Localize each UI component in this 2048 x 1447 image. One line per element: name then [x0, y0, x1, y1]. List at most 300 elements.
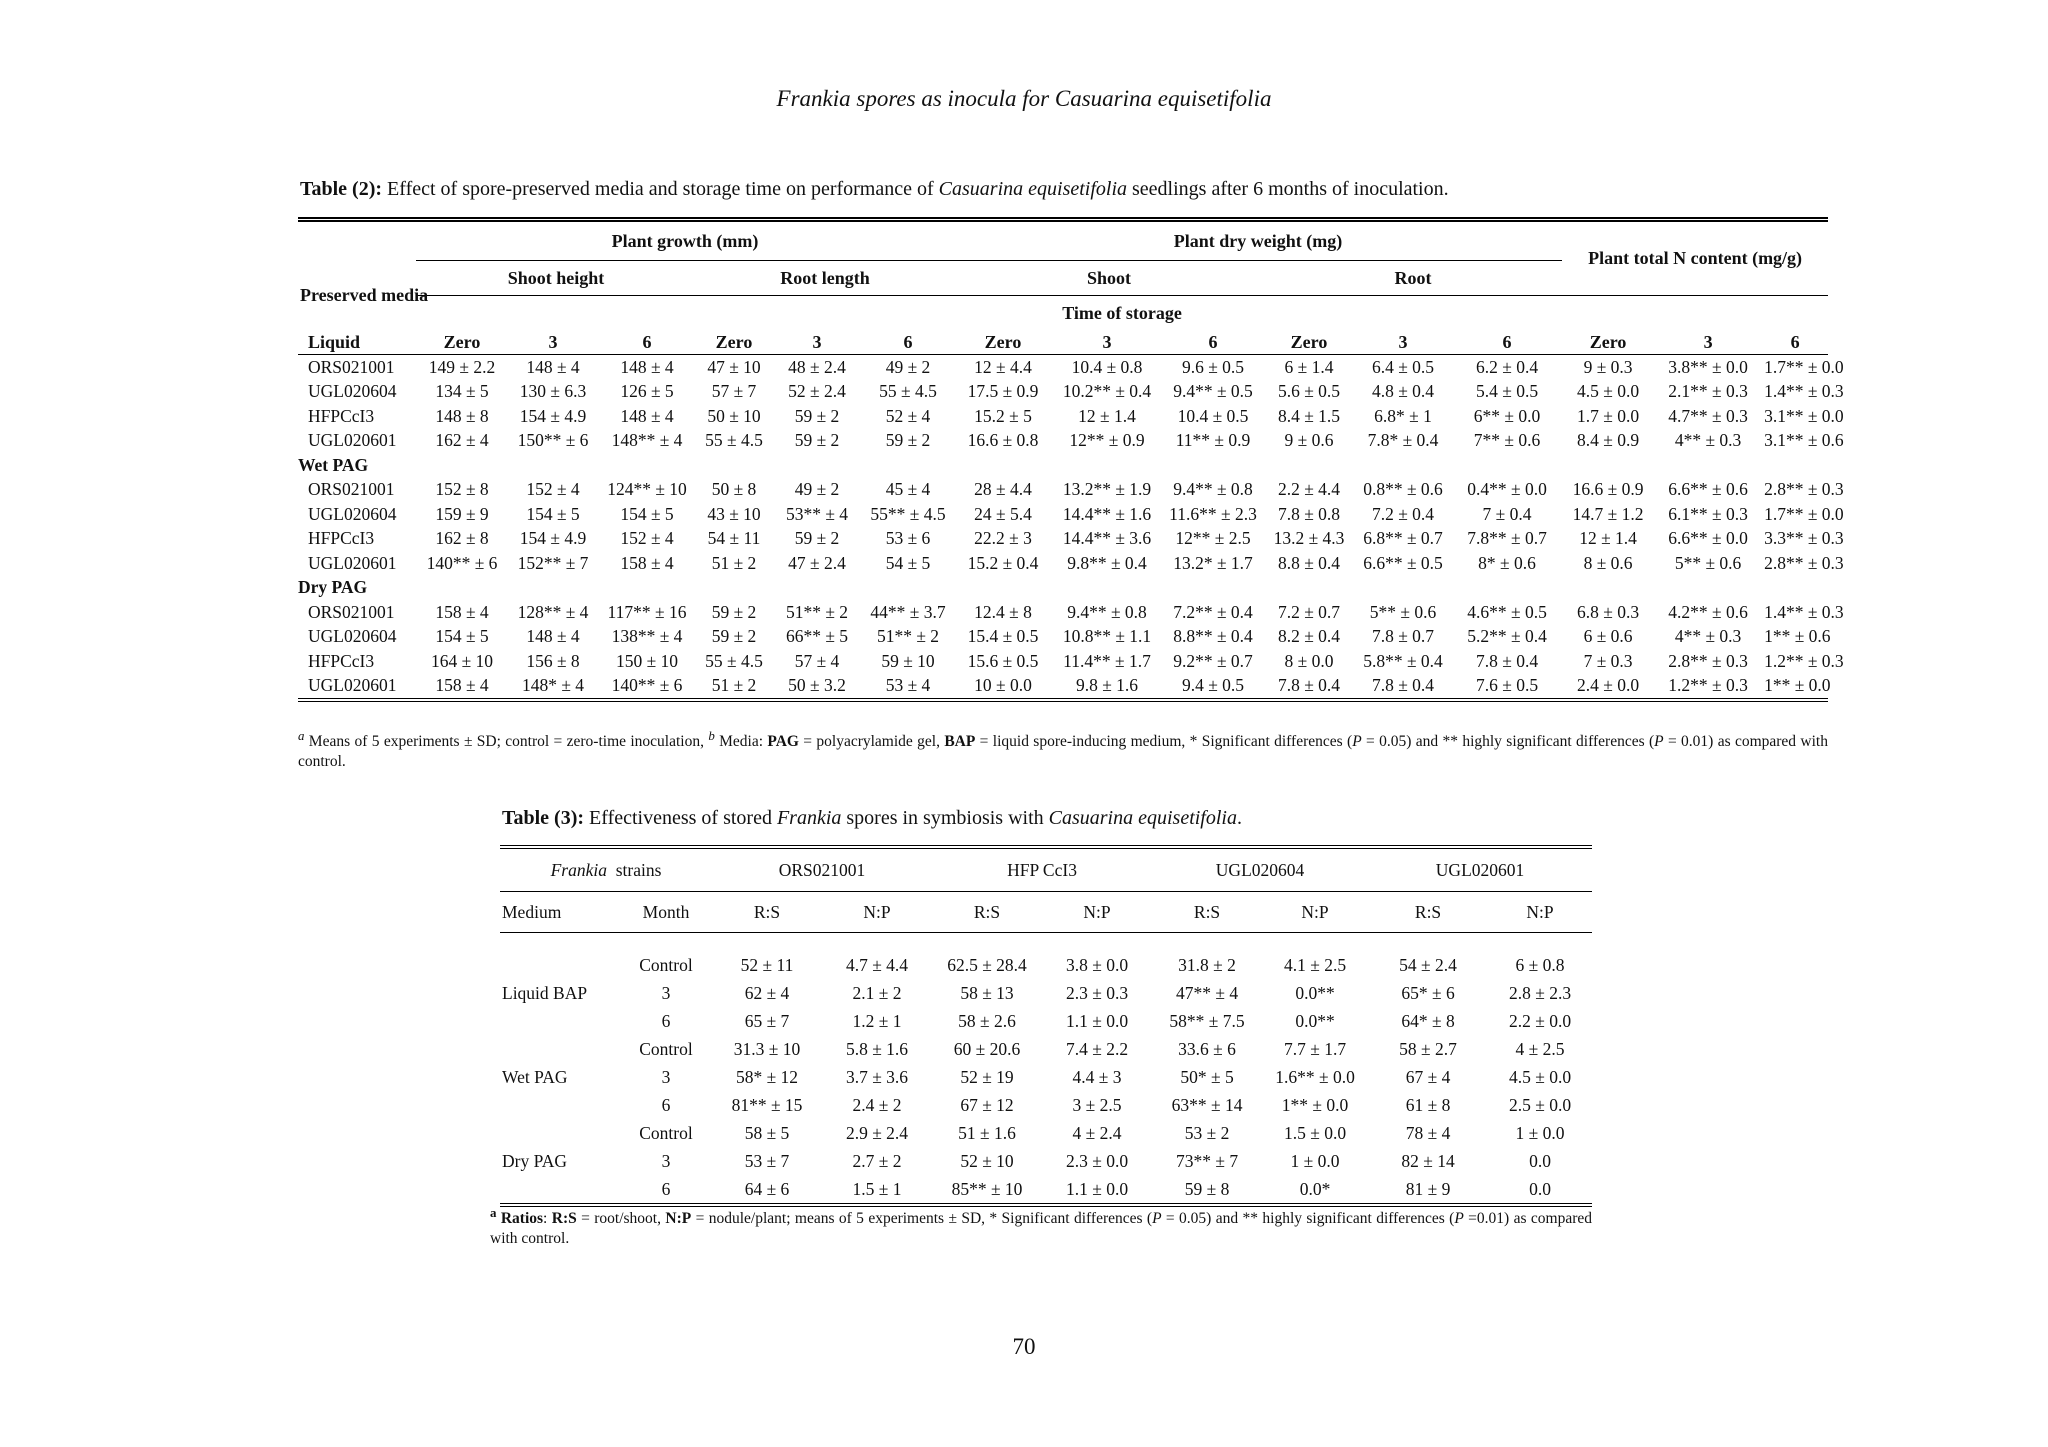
t3-fn-t1: :: [543, 1210, 552, 1228]
t2-cell: 7.8 ± 0.4: [1277, 675, 1341, 696]
t3-cell: 2.4 ± 2: [852, 1094, 902, 1115]
t3-cell: 60 ± 20.6: [953, 1038, 1021, 1059]
t2-cell: 50 ± 3.2: [788, 675, 846, 696]
t2-cell: 54 ± 5: [885, 552, 931, 573]
t2-h-shoot-height: Shoot height: [507, 267, 605, 288]
t2-h-time-0-0: Zero: [416, 330, 508, 355]
running-head-text: spores as inocula for: [850, 86, 1055, 111]
t3-h-ratio-2-0: R:S: [1152, 892, 1262, 933]
t2-fn-p2: P: [1654, 733, 1664, 751]
t3-cell: 7.4 ± 2.2: [1065, 1038, 1129, 1059]
t3-fn-np: N:P: [665, 1210, 692, 1228]
t2-h-time-4-2: 6: [1762, 330, 1828, 355]
t2-cell: 148** ± 4: [611, 430, 683, 451]
table2-caption-text: Effect of spore-preserved media and storage time on performance of: [382, 178, 939, 200]
t2-cell: 9 ± 0.6: [1284, 430, 1334, 451]
t2-cell: 51** ± 2: [876, 626, 940, 647]
t2-h-root: Root: [1394, 267, 1432, 288]
table2-footnote: [298, 726, 1828, 772]
t2-cell: 6.6** ± 0.6: [1668, 479, 1748, 500]
t2-cell: 4.2** ± 0.6: [1668, 601, 1748, 622]
table-row: [500, 951, 1592, 979]
t2-h-plant-total-n: Plant total N content (mg/g): [1562, 220, 1828, 296]
t3-cell: 1.5 ± 1: [852, 1178, 902, 1199]
t3-cell: 50* ± 5: [1180, 1066, 1234, 1087]
t2-cell: 154 ± 5: [526, 503, 580, 524]
t2-fn-bap: BAP: [944, 733, 976, 751]
t2-cell: 8.8 ± 0.4: [1277, 552, 1341, 573]
t3-cell: 65* ± 6: [1401, 982, 1455, 1003]
table3-caption: [502, 806, 1602, 830]
table-row: [500, 1175, 1592, 1205]
t2-row-name: UGL020601: [308, 430, 397, 451]
t2-cell: 9.6 ± 0.5: [1181, 356, 1245, 377]
t2-cell: 13.2* ± 1.7: [1173, 552, 1253, 573]
t2-cell: 148* ± 4: [521, 675, 585, 696]
t2-h-time-2-1: 3: [1052, 330, 1162, 355]
t2-cell: 6.6** ± 0.5: [1363, 552, 1443, 573]
t3-cell: 58* ± 12: [735, 1066, 799, 1087]
t2-cell: 8 ± 0.0: [1284, 650, 1334, 671]
t2-cell: 158 ± 4: [435, 601, 489, 622]
t2-row-name: UGL020601: [308, 552, 397, 573]
t3-month-cell: 6: [661, 1094, 671, 1115]
t2-cell: 12 ± 1.4: [1579, 528, 1637, 549]
t3-h-medium: Medium: [500, 892, 620, 933]
t2-section-label: Wet PAG: [298, 454, 369, 475]
t2-cell: 3.3** ± 0.3: [1764, 528, 1844, 549]
t2-cell: 59 ± 2: [794, 528, 840, 549]
t2-cell: 57 ± 7: [711, 381, 757, 402]
t2-cell: 7.2 ± 0.7: [1277, 601, 1341, 622]
t2-cell: 1.4** ± 0.3: [1764, 381, 1844, 402]
t3-cell: 52 ± 10: [960, 1150, 1014, 1171]
t3-cell: 0.0: [1529, 1150, 1551, 1171]
t3-cell: 52 ± 19: [960, 1066, 1014, 1087]
t3-cell: 2.5 ± 0.0: [1508, 1094, 1572, 1115]
t2-cell: 154 ± 5: [620, 503, 674, 524]
t3-cell: 0.0: [1529, 1178, 1551, 1199]
t2-cell: 6.1** ± 0.3: [1668, 503, 1748, 524]
t2-h-time-0-1: 3: [508, 330, 598, 355]
t3-cell: 61 ± 8: [1405, 1094, 1451, 1115]
t2-cell: 128** ± 4: [517, 601, 589, 622]
t3-cell: 2.7 ± 2: [852, 1150, 902, 1171]
t2-cell: 4.6** ± 0.5: [1467, 601, 1547, 622]
table-row: [298, 502, 1828, 527]
t2-cell: 11** ± 0.9: [1175, 430, 1251, 451]
t2-section-label: Dry PAG: [298, 577, 368, 598]
t2-cell: 2.4 ± 0.0: [1577, 675, 1640, 696]
t3-fn-sup-a: a: [490, 1205, 497, 1220]
t3-cell: 65 ± 7: [744, 1010, 790, 1031]
t3-fn-t2: = root/shoot,: [576, 1210, 666, 1228]
t2-cell: 66** ± 5: [785, 626, 849, 647]
t3-medium-cell: [500, 951, 620, 979]
t3-cell: 2.8 ± 2.3: [1508, 982, 1572, 1003]
t2-cell: 164 ± 10: [430, 650, 494, 671]
t2-h-time-3-2: 6: [1452, 330, 1562, 355]
t3-cell: 54 ± 2.4: [1399, 954, 1457, 975]
t2-cell: 59 ± 2: [794, 430, 840, 451]
t2-cell: 11.4** ± 1.7: [1063, 650, 1151, 671]
t2-cell: 12 ± 1.4: [1078, 405, 1136, 426]
t2-cell: 49 ± 2: [794, 479, 840, 500]
t2-cell: 150** ± 6: [517, 430, 589, 451]
running-head-species: Casuarina equisetifolia: [1054, 86, 1272, 111]
t2-cell: 6.8** ± 0.7: [1363, 528, 1443, 549]
t2-cell: 10.4 ± 0.5: [1177, 405, 1249, 426]
t2-cell: 43 ± 10: [707, 503, 761, 524]
table-row: [298, 527, 1828, 552]
t2-cell: 117** ± 16: [607, 601, 687, 622]
t3-cell: 52 ± 11: [740, 954, 794, 975]
t2-cell: 59 ± 2: [711, 601, 757, 622]
t3-cell: 4.7 ± 4.4: [845, 954, 909, 975]
t3-cell: 63** ± 14: [1171, 1094, 1243, 1115]
t3-medium-cell: Liquid BAP: [502, 982, 588, 1003]
t2-cell: 8.8** ± 0.4: [1173, 626, 1253, 647]
t2-cell: 14.7 ± 1.2: [1572, 503, 1644, 524]
t2-cell: 154 ± 5: [435, 626, 489, 647]
t2-cell: 2.8** ± 0.3: [1764, 552, 1844, 573]
t2-cell: 6 ± 1.4: [1284, 356, 1334, 377]
t2-h-time-1-1: 3: [772, 330, 862, 355]
t2-cell: 51 ± 2: [711, 675, 757, 696]
t3-cell: 2.9 ± 2.4: [845, 1122, 909, 1143]
t2-cell: 51** ± 2: [785, 601, 849, 622]
t2-cell: 0.4** ± 0.0: [1467, 479, 1547, 500]
t2-cell: 3.8** ± 0.0: [1668, 356, 1748, 377]
t2-cell: 17.5 ± 0.9: [967, 381, 1039, 402]
t2-cell: 1.7 ± 0.0: [1577, 405, 1640, 426]
t2-cell: 8.2 ± 0.4: [1277, 626, 1341, 647]
t2-h-time-2-2: 6: [1162, 330, 1264, 355]
t2-cell: 9.8 ± 1.6: [1075, 675, 1139, 696]
table3-caption-genus: Frankia: [776, 807, 842, 829]
table-row: [500, 1119, 1592, 1147]
t2-cell: 5.8** ± 0.4: [1363, 650, 1443, 671]
t3-month-cell: Control: [639, 1122, 693, 1143]
table-row: [298, 600, 1828, 625]
t3-cell: 4.5 ± 0.0: [1508, 1066, 1572, 1087]
t3-medium-cell: [500, 1035, 620, 1063]
t3-h-ratio-3-0: R:S: [1368, 892, 1488, 933]
t2-cell: 1.7** ± 0.0: [1764, 356, 1844, 377]
t2-cell: 22.2 ± 3: [974, 528, 1032, 549]
table2: [298, 217, 1844, 702]
t3-cell: 73** ± 7: [1175, 1150, 1239, 1171]
t2-h-time-4-1: 3: [1654, 330, 1762, 355]
t2-cell: 152 ± 8: [435, 479, 489, 500]
t2-cell: 28 ± 4.4: [974, 479, 1032, 500]
t3-fn-p2: P: [1454, 1210, 1464, 1228]
t2-cell: 59 ± 2: [794, 405, 840, 426]
t2-cell: 7** ± 0.6: [1473, 430, 1541, 451]
running-head: [0, 86, 2048, 112]
t3-medium-cell: [500, 1119, 620, 1147]
t3-month-cell: 3: [661, 982, 671, 1003]
t3-cell: 67 ± 12: [960, 1094, 1014, 1115]
t2-cell: 148 ± 4: [620, 405, 674, 426]
t2-cell: 152** ± 7: [517, 552, 589, 573]
t2-row-name: ORS021001: [308, 601, 395, 622]
t2-cell: 10.2** ± 0.4: [1062, 381, 1152, 402]
t3-cell: 64* ± 8: [1401, 1010, 1455, 1031]
t2-cell: 148 ± 4: [526, 626, 580, 647]
t2-cell: 5.2** ± 0.4: [1467, 626, 1547, 647]
t3-cell: 4 ± 2.4: [1072, 1122, 1122, 1143]
t2-cell: 47 ± 10: [707, 356, 761, 377]
t2-cell: 52 ± 2.4: [788, 381, 846, 402]
table-row: [500, 979, 1592, 1007]
t3-month-cell: 6: [661, 1010, 671, 1031]
t2-cell: 159 ± 9: [435, 503, 489, 524]
table3-caption-text1: Effectiveness of stored: [584, 807, 777, 829]
t2-cell: 6.6** ± 0.0: [1668, 528, 1748, 549]
t2-section-row: [298, 576, 1828, 601]
t2-cell: 55 ± 4.5: [705, 650, 763, 671]
t3-month-cell: Control: [639, 954, 693, 975]
t3-cell: 1.1 ± 0.0: [1065, 1010, 1129, 1031]
t2-cell: 2.1** ± 0.3: [1668, 381, 1748, 402]
t3-cell: 0.0**: [1295, 982, 1335, 1003]
t3-cell: 1.6** ± 0.0: [1275, 1066, 1355, 1087]
t2-h-blank: [298, 220, 416, 261]
t2-cell: 1.2** ± 0.3: [1764, 650, 1844, 671]
t2-cell: 1** ± 0.6: [1764, 626, 1831, 647]
t2-cell: 10.4 ± 0.8: [1071, 356, 1143, 377]
t2-cell: 6.2 ± 0.4: [1475, 356, 1539, 377]
t3-h-strains-rest: strains: [606, 859, 662, 880]
t3-cell: 51 ± 1.6: [958, 1122, 1016, 1143]
t2-cell: 4** ± 0.3: [1674, 430, 1742, 451]
t2-cell: 55 ± 4.5: [879, 381, 937, 402]
t2-cell: 14.4** ± 1.6: [1062, 503, 1152, 524]
t3-h-ratio-0-0: R:S: [712, 892, 822, 933]
t2-cell: 55 ± 4.5: [705, 430, 763, 451]
t2-cell: 9.4 ± 0.5: [1181, 675, 1245, 696]
t3-fn-ratios: Ratios: [500, 1210, 544, 1228]
t2-cell: 158 ± 4: [435, 675, 489, 696]
t2-cell: 45 ± 4: [885, 479, 931, 500]
t3-cell: 2.2 ± 0.0: [1508, 1010, 1572, 1031]
t3-cell: 7.7 ± 1.7: [1283, 1038, 1347, 1059]
table-row: [500, 1091, 1592, 1119]
t3-cell: 81** ± 15: [731, 1094, 803, 1115]
t3-cell: 4 ± 2.5: [1515, 1038, 1565, 1059]
t3-cell: 4.1 ± 2.5: [1283, 954, 1347, 975]
t3-cell: 1 ± 0.0: [1290, 1150, 1340, 1171]
t2-fn-t6: = 0.01) as compared with control.: [298, 733, 1828, 771]
t2-cell: 6.8 ± 0.3: [1577, 601, 1640, 622]
t2-cell: 11.6** ± 2.3: [1169, 503, 1257, 524]
t3-cell: 58** ± 7.5: [1169, 1010, 1245, 1031]
t2-cell: 5** ± 0.6: [1369, 601, 1437, 622]
t2-cell: 53** ± 4: [785, 503, 849, 524]
t2-fn-p1: P: [1352, 733, 1362, 751]
t3-cell: 31.8 ± 2: [1178, 954, 1236, 975]
t2-cell: 8 ± 0.6: [1583, 552, 1633, 573]
t2-cell: 59 ± 2: [885, 430, 931, 451]
t2-cell: 15.2 ± 0.4: [967, 552, 1039, 573]
table3: [500, 845, 1592, 1207]
t2-h-time-4-0: Zero: [1562, 330, 1654, 355]
t2-cell: 140** ± 6: [426, 552, 498, 573]
t2-cell: 12.4 ± 8: [974, 601, 1032, 622]
t3-cell: 58 ± 13: [960, 982, 1014, 1003]
t2-cell: 156 ± 8: [526, 650, 580, 671]
t2-cell: 48 ± 2.4: [788, 356, 846, 377]
running-head-genus: Frankia: [776, 86, 851, 111]
t3-fn-t4: = 0.05) and ** highly significant differences (: [1161, 1210, 1455, 1228]
t2-cell: 4.5 ± 0.0: [1577, 381, 1640, 402]
t3-cell: 1 ± 0.0: [1515, 1122, 1565, 1143]
t2-cell: 15.2 ± 5: [974, 405, 1032, 426]
table3-caption-text2: spores in symbiosis with: [841, 807, 1049, 829]
t2-cell: 126 ± 5: [620, 381, 674, 402]
t3-cell: 1.2 ± 1: [852, 1010, 902, 1031]
t2-cell: 154 ± 4.9: [519, 528, 587, 549]
t2-section-liquid: Liquid: [298, 330, 416, 355]
t2-h-time-0-2: 6: [598, 330, 696, 355]
t2-cell: 5.6 ± 0.5: [1277, 381, 1341, 402]
table-row: [298, 404, 1828, 429]
table3-footnote: [490, 1203, 1592, 1249]
t3-cell: 47** ± 4: [1175, 982, 1239, 1003]
t2-cell: 149 ± 2.2: [428, 356, 496, 377]
t2-cell: 8* ± 0.6: [1478, 552, 1536, 573]
t2-h-time-of-storage: Time of storage: [416, 296, 1828, 331]
t3-cell: 4.4 ± 3: [1072, 1066, 1122, 1087]
t3-cell: 85** ± 10: [951, 1178, 1023, 1199]
t3-cell: 78 ± 4: [1405, 1122, 1451, 1143]
t3-medium-cell: [500, 1007, 620, 1035]
t2-cell: 59 ± 10: [881, 650, 935, 671]
t2-cell: 7.8* ± 0.4: [1367, 430, 1439, 451]
table2-caption-label: Table (2):: [300, 178, 383, 200]
t2-cell: 1.2** ± 0.3: [1668, 675, 1748, 696]
t3-cell: 53 ± 2: [1184, 1122, 1230, 1143]
t2-cell: 50 ± 8: [711, 479, 757, 500]
t2-cell: 148 ± 4: [620, 356, 674, 377]
t3-cell: 58 ± 2.6: [958, 1010, 1016, 1031]
t2-cell: 51 ± 2: [711, 552, 757, 573]
table-row: [298, 551, 1828, 576]
table2-caption-species: Casuarina equisetifolia: [938, 178, 1128, 200]
t2-h-plant-growth: Plant growth (mm): [416, 220, 954, 261]
t3-month-cell: 6: [661, 1178, 671, 1199]
t3-cell: 2.3 ± 0.3: [1065, 982, 1129, 1003]
table-row: [298, 649, 1828, 674]
table-row: [500, 1035, 1592, 1063]
t2-cell: 9.8** ± 0.4: [1067, 552, 1147, 573]
t3-cell: 58 ± 2.7: [1399, 1038, 1457, 1059]
t3-fn-t5: =0.01) as compared with control.: [490, 1210, 1593, 1248]
t2-row-name: ORS021001: [308, 479, 395, 500]
t2-cell: 0.8** ± 0.6: [1363, 479, 1443, 500]
t3-h-rule: [500, 933, 1592, 952]
t3-h-ratio-1-1: N:P: [1042, 892, 1152, 933]
t2-h-root-length: Root length: [780, 267, 870, 288]
table-row: [298, 625, 1828, 650]
t2-cell: 3.1** ± 0.6: [1764, 430, 1844, 451]
t2-cell: 7.8 ± 0.8: [1277, 503, 1341, 524]
t2-cell: 148 ± 8: [435, 405, 489, 426]
t2-cell: 12 ± 4.4: [974, 356, 1032, 377]
t3-medium-cell: Wet PAG: [502, 1066, 568, 1087]
t2-cell: 47 ± 2.4: [788, 552, 846, 573]
t2-h-plant-dry-weight: Plant dry weight (mg): [954, 220, 1562, 261]
t3-cell: 2.3 ± 0.0: [1065, 1150, 1129, 1171]
t2-cell: 15.4 ± 0.5: [967, 626, 1039, 647]
t2-cell: 152 ± 4: [620, 528, 674, 549]
t2-cell: 134 ± 5: [435, 381, 489, 402]
t2-h-preserved-media: Preserved media: [300, 285, 429, 306]
t2-cell: 7.8** ± 0.7: [1467, 528, 1547, 549]
t2-fn-t3: = polyacrylamide gel,: [798, 733, 945, 751]
t3-h-strain-4: UGL020601: [1435, 859, 1525, 880]
t2-h-shoot: Shoot: [1086, 267, 1131, 288]
t2-cell: 148 ± 4: [526, 356, 580, 377]
table3-caption-text3: .: [1236, 807, 1242, 829]
t2-fn-t5: = 0.05) and ** highly significant differences (: [1361, 733, 1655, 751]
t2-row-name: UGL020604: [308, 503, 397, 524]
t2-cell: 162 ± 8: [435, 528, 489, 549]
t3-month-cell: 3: [661, 1066, 671, 1087]
t2-cell: 49 ± 2: [885, 356, 931, 377]
t2-cell: 59 ± 2: [711, 626, 757, 647]
t3-h-strain-1: ORS021001: [778, 859, 866, 880]
table-row: [500, 1147, 1592, 1175]
t2-cell: 7.2 ± 0.4: [1371, 503, 1435, 524]
t2-fn-sup-a: a: [298, 728, 305, 743]
t2-cell: 4.7** ± 0.3: [1668, 405, 1748, 426]
t3-cell: 1.1 ± 0.0: [1065, 1178, 1129, 1199]
t2-cell: 8.4 ± 0.9: [1577, 430, 1640, 451]
t3-cell: 31.3 ± 10: [733, 1038, 801, 1059]
t2-cell: 5** ± 0.6: [1674, 552, 1742, 573]
t2-cell: 4** ± 0.3: [1674, 626, 1742, 647]
t2-cell: 5.4 ± 0.5: [1475, 381, 1539, 402]
t2-cell: 150 ± 10: [615, 650, 679, 671]
t2-fn-t2: Media:: [714, 733, 768, 751]
t2-cell: 15.6 ± 0.5: [967, 650, 1039, 671]
t2-row-name: HFPCcI3: [308, 405, 375, 426]
t2-cell: 6.4 ± 0.5: [1371, 356, 1435, 377]
t3-h-strain-3: UGL020604: [1215, 859, 1305, 880]
t2-row-name: UGL020601: [308, 675, 397, 696]
t2-cell: 6 ± 0.6: [1583, 626, 1633, 647]
t3-h-strains-genus: Frankia: [550, 859, 607, 880]
t3-h-strains: [500, 847, 712, 892]
t3-cell: 3.8 ± 0.0: [1065, 954, 1129, 975]
t2-h-time-3-0: Zero: [1264, 330, 1354, 355]
t2-cell: 54 ± 11: [707, 528, 761, 549]
t2-cell: 9.2** ± 0.7: [1173, 650, 1253, 671]
t2-row-name: UGL020604: [308, 626, 397, 647]
t2-cell: 16.6 ± 0.9: [1572, 479, 1644, 500]
t2-cell: 10.8** ± 1.1: [1062, 626, 1152, 647]
t2-cell: 7 ± 0.3: [1583, 650, 1633, 671]
t3-cell: 2.1 ± 2: [852, 982, 902, 1003]
t2-h-time-1-0: Zero: [696, 330, 772, 355]
t3-medium-cell: Dry PAG: [502, 1150, 567, 1171]
t2-cell: 52 ± 4: [885, 405, 931, 426]
t2-row-name: ORS021001: [308, 356, 395, 377]
t2-cell: 7.8 ± 0.4: [1475, 650, 1539, 671]
t3-cell: 1.5 ± 0.0: [1283, 1122, 1347, 1143]
